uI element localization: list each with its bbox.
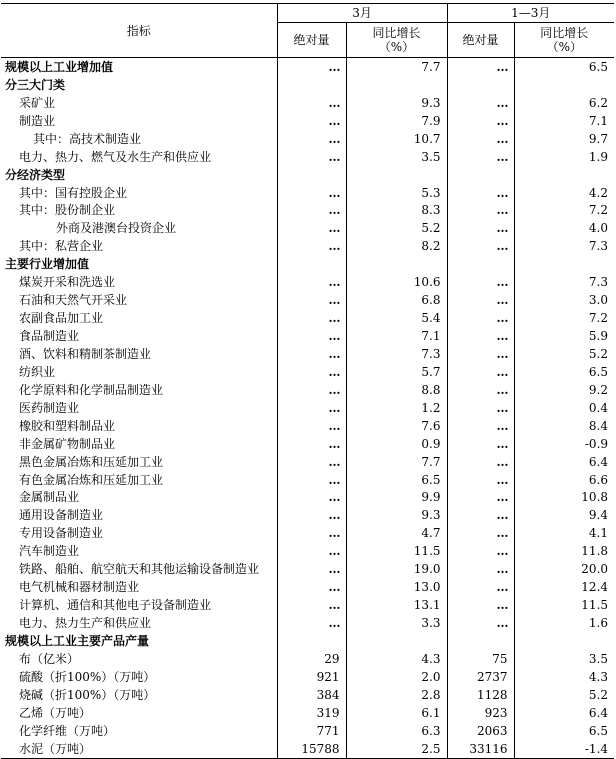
table-row bbox=[1, 668, 614, 686]
indicator-name: 电气机械和器材制造业 bbox=[1, 578, 277, 596]
q1-absolute-value bbox=[447, 166, 514, 184]
q1-absolute-value: … bbox=[447, 309, 514, 327]
indicator-name: 布（亿米） bbox=[1, 650, 277, 668]
q1-yoy-value: 1.6 bbox=[588, 616, 609, 631]
q1-absolute-value: … bbox=[447, 471, 514, 489]
table-row bbox=[1, 148, 614, 166]
march-absolute-value: … bbox=[277, 309, 346, 327]
table-row bbox=[1, 740, 614, 758]
march-yoy-value: 4.3 bbox=[346, 650, 447, 668]
q1-yoy-value: 6.6 bbox=[588, 472, 609, 487]
q1-yoy-value bbox=[514, 166, 614, 184]
table-row bbox=[1, 506, 614, 524]
table-row bbox=[1, 345, 614, 363]
table-row bbox=[1, 453, 614, 471]
indicator-name: 医药制造业 bbox=[1, 399, 277, 417]
q1-yoy-value: 7.1 bbox=[588, 113, 609, 128]
q1-yoy-value: 6.4 bbox=[588, 454, 609, 469]
march-absolute-value: … bbox=[277, 578, 346, 596]
march-absolute-value: … bbox=[277, 399, 346, 417]
q1-absolute-value: … bbox=[447, 219, 514, 237]
q1-absolute-value: 923 bbox=[447, 704, 514, 722]
indicator-name: 有色金属冶炼和压延加工业 bbox=[1, 471, 277, 489]
march-absolute-value bbox=[277, 76, 346, 94]
q1-absolute-value: … bbox=[447, 417, 514, 435]
q1-yoy-value: 10.8 bbox=[581, 490, 609, 505]
indicator-name: 电力、热力生产和供应业 bbox=[1, 614, 277, 632]
march-absolute-value: … bbox=[277, 273, 346, 291]
q1-yoy-value: 8.4 bbox=[588, 418, 609, 433]
march-absolute-header: 绝对量 bbox=[277, 23, 346, 58]
march-absolute-value: … bbox=[277, 94, 346, 112]
table-row bbox=[1, 381, 614, 399]
march-yoy-value: 2.8 bbox=[346, 686, 447, 704]
march-absolute-value: … bbox=[277, 130, 346, 148]
march-absolute-value: … bbox=[277, 596, 346, 614]
q1-absolute-value: … bbox=[447, 237, 514, 255]
q1-yoy-value: 5.9 bbox=[588, 329, 609, 344]
q1-yoy-value: 7.2 bbox=[588, 311, 609, 326]
q1-absolute-value: … bbox=[447, 112, 514, 130]
march-absolute-value: … bbox=[277, 363, 346, 381]
indicator-name: 食品制造业 bbox=[1, 327, 277, 345]
table-row bbox=[1, 112, 614, 130]
indicator-name: 其中：国有控股企业 bbox=[1, 184, 277, 202]
indicator-name: 乙烯（万吨） bbox=[1, 704, 277, 722]
march-yoy-value: 10.6 bbox=[346, 273, 447, 291]
q1-yoy-value bbox=[514, 632, 614, 650]
march-yoy-value: 5.7 bbox=[346, 363, 447, 381]
indicator-name: 硫酸（折100%）（万吨） bbox=[1, 668, 277, 686]
march-yoy-value: 3.5 bbox=[346, 148, 447, 166]
march-absolute-value: … bbox=[277, 291, 346, 309]
march-absolute-value: … bbox=[277, 453, 346, 471]
march-absolute-value: … bbox=[277, 219, 346, 237]
march-yoy-value: 7.1 bbox=[346, 327, 447, 345]
march-absolute-value: 384 bbox=[277, 686, 346, 704]
section-label: 分经济类型 bbox=[1, 166, 277, 184]
table-row bbox=[1, 327, 614, 345]
q1-absolute-value: … bbox=[447, 327, 514, 345]
section-row bbox=[1, 632, 614, 650]
march-absolute-value bbox=[277, 255, 346, 273]
march-absolute-value: … bbox=[277, 327, 346, 345]
march-yoy-value: 8.8 bbox=[346, 381, 447, 399]
indicator-header: 指标 bbox=[1, 4, 277, 58]
q1-absolute-value: … bbox=[447, 273, 514, 291]
q1-yoy-value: 4.1 bbox=[588, 526, 609, 541]
indicator-name: 煤炭开采和洗选业 bbox=[1, 273, 277, 291]
q1-absolute-value: … bbox=[447, 489, 514, 507]
q1-yoy-value: 5.2 bbox=[588, 346, 609, 361]
q1-absolute-value: … bbox=[447, 202, 514, 220]
table-row bbox=[1, 309, 614, 327]
section-row bbox=[1, 255, 614, 273]
q1-absolute-header: 绝对量 bbox=[447, 23, 514, 58]
march-absolute-value: 921 bbox=[277, 668, 346, 686]
march-yoy-value: 7.6 bbox=[346, 417, 447, 435]
march-group-header: 3月 bbox=[277, 4, 447, 23]
march-absolute-value: … bbox=[277, 524, 346, 542]
table-row bbox=[1, 202, 614, 220]
indicator-name: 通用设备制造业 bbox=[1, 506, 277, 524]
q1-yoy-value: 1.9 bbox=[588, 149, 609, 164]
march-yoy-value: 3.3 bbox=[346, 614, 447, 632]
q1-group-header: 1—3月 bbox=[447, 4, 614, 23]
q1-absolute-value bbox=[447, 632, 514, 650]
march-yoy-value: 9.3 bbox=[346, 506, 447, 524]
table-header bbox=[1, 4, 614, 58]
q1-absolute-value bbox=[447, 76, 514, 94]
q1-yoy-value: 6.5 bbox=[588, 723, 609, 738]
indicator-name: 其中：私营企业 bbox=[1, 237, 277, 255]
march-absolute-value: … bbox=[277, 435, 346, 453]
q1-absolute-value: 2737 bbox=[447, 668, 514, 686]
q1-absolute-value: … bbox=[447, 130, 514, 148]
march-yoy-value: 8.2 bbox=[346, 237, 447, 255]
indicator-name: 计算机、通信和其他电子设备制造业 bbox=[1, 596, 277, 614]
q1-yoy-value: 12.4 bbox=[581, 580, 609, 595]
march-absolute-value: … bbox=[277, 148, 346, 166]
indicator-name: 纺织业 bbox=[1, 363, 277, 381]
table-row bbox=[1, 722, 614, 740]
table-row bbox=[1, 542, 614, 560]
indicator-name: 专用设备制造业 bbox=[1, 524, 277, 542]
q1-absolute-value: 2063 bbox=[447, 722, 514, 740]
q1-absolute-value: … bbox=[447, 560, 514, 578]
march-absolute-value: … bbox=[277, 202, 346, 220]
march-yoy-value: 8.3 bbox=[346, 202, 447, 220]
march-yoy-value bbox=[346, 255, 447, 273]
q1-yoy-value: 3.0 bbox=[588, 293, 609, 308]
march-absolute-value: 771 bbox=[277, 722, 346, 740]
q1-absolute-value: 1128 bbox=[447, 686, 514, 704]
march-absolute-value: 29 bbox=[277, 650, 346, 668]
march-absolute-value: … bbox=[277, 471, 346, 489]
q1-absolute-value: … bbox=[447, 506, 514, 524]
q1-yoy-value: -1.4 bbox=[584, 741, 609, 756]
march-absolute-value: … bbox=[277, 489, 346, 507]
q1-yoy-value: 6.5 bbox=[588, 364, 609, 379]
section-label: 分三大门类 bbox=[1, 76, 277, 94]
q1-yoy-value: 9.7 bbox=[588, 131, 609, 146]
table-row bbox=[1, 184, 614, 202]
q1-yoy-value: 9.2 bbox=[588, 382, 609, 397]
yoy-header-line1: 同比增长 bbox=[540, 26, 589, 40]
indicator-name: 电力、热力、燃气及水生产和供应业 bbox=[1, 148, 277, 166]
q1-absolute-value: … bbox=[447, 614, 514, 632]
q1-absolute-value: … bbox=[447, 542, 514, 560]
q1-yoy-value: 5.2 bbox=[588, 687, 609, 702]
table-row bbox=[1, 291, 614, 309]
table-row bbox=[1, 471, 614, 489]
march-absolute-value: … bbox=[277, 184, 346, 202]
table-row bbox=[1, 578, 614, 596]
q1-yoy-value: 11.5 bbox=[581, 598, 609, 613]
indicator-name: 汽车制造业 bbox=[1, 542, 277, 560]
indicator-name: 石油和天然气开采业 bbox=[1, 291, 277, 309]
march-yoy-value: 13.0 bbox=[346, 578, 447, 596]
q1-yoy-value: 6.5 bbox=[588, 59, 609, 74]
march-yoy-value: 6.1 bbox=[346, 704, 447, 722]
q1-absolute-value: … bbox=[447, 381, 514, 399]
yoy-header-line1: 同比增长 bbox=[372, 26, 421, 40]
q1-absolute-value: … bbox=[447, 453, 514, 471]
march-yoy-value: 7.7 bbox=[346, 453, 447, 471]
indicator-name: 黑色金属冶炼和压延加工业 bbox=[1, 453, 277, 471]
q1-absolute-value: … bbox=[447, 345, 514, 363]
march-absolute-value: … bbox=[277, 112, 346, 130]
yoy-header-line2: （%） bbox=[546, 40, 582, 54]
section-label: 主要行业增加值 bbox=[1, 255, 277, 273]
q1-absolute-value: … bbox=[447, 435, 514, 453]
march-yoy-value: 9.9 bbox=[346, 489, 447, 507]
march-yoy-value: 6.8 bbox=[346, 291, 447, 309]
march-absolute-value bbox=[277, 632, 346, 650]
march-absolute-value bbox=[277, 166, 346, 184]
yoy-header-line2: （%） bbox=[378, 40, 415, 54]
table-row bbox=[1, 237, 614, 255]
table-row bbox=[1, 399, 614, 417]
q1-absolute-value: … bbox=[447, 94, 514, 112]
march-absolute-value: … bbox=[277, 381, 346, 399]
indicator-name: 酒、饮料和精制茶制造业 bbox=[1, 345, 277, 363]
indicator-name: 烧碱（折100%）（万吨） bbox=[1, 686, 277, 704]
march-yoy-value: 5.4 bbox=[346, 309, 447, 327]
march-yoy-value bbox=[346, 632, 447, 650]
q1-absolute-value: … bbox=[447, 524, 514, 542]
q1-absolute-value: … bbox=[447, 578, 514, 596]
march-absolute-value: … bbox=[277, 542, 346, 560]
indicator-name: 采矿业 bbox=[1, 94, 277, 112]
table-row bbox=[1, 130, 614, 148]
march-absolute-value: … bbox=[277, 614, 346, 632]
q1-yoy-value: 4.2 bbox=[588, 185, 609, 200]
indicator-name: 农副食品加工业 bbox=[1, 309, 277, 327]
march-absolute-value: … bbox=[277, 345, 346, 363]
indicator-name: 金属制品业 bbox=[1, 489, 277, 507]
q1-yoy-value: 11.8 bbox=[581, 544, 609, 559]
march-yoy-value: 9.3 bbox=[346, 94, 447, 112]
indicator-name: 铁路、船舶、航空航天和其他运输设备制造业 bbox=[1, 560, 277, 578]
q1-yoy-value: 9.4 bbox=[588, 508, 609, 523]
q1-absolute-value: … bbox=[447, 58, 514, 76]
march-yoy-value: 7.3 bbox=[346, 345, 447, 363]
indicator-name: 外商及港澳台投资企业 bbox=[1, 219, 277, 237]
table-row bbox=[1, 219, 614, 237]
march-yoy-value: 4.7 bbox=[346, 524, 447, 542]
q1-yoy-value bbox=[514, 76, 614, 94]
table-row bbox=[1, 363, 614, 381]
table-row bbox=[1, 686, 614, 704]
march-absolute-value: … bbox=[277, 417, 346, 435]
indicator-name: 其中：股份制企业 bbox=[1, 202, 277, 220]
march-absolute-value: 15788 bbox=[277, 740, 346, 758]
q1-yoy-value: 7.3 bbox=[588, 275, 609, 290]
march-yoy-value bbox=[346, 166, 447, 184]
march-yoy-value: 6.5 bbox=[346, 471, 447, 489]
q1-yoy-value: 20.0 bbox=[581, 562, 609, 577]
indicator-name: 化学纤维（万吨） bbox=[1, 722, 277, 740]
table-row bbox=[1, 704, 614, 722]
q1-absolute-value bbox=[447, 255, 514, 273]
q1-yoy-value: 7.3 bbox=[588, 239, 609, 254]
indicator-name: 非金属矿物制品业 bbox=[1, 435, 277, 453]
march-yoy-value: 19.0 bbox=[346, 560, 447, 578]
march-yoy-value: 11.5 bbox=[346, 542, 447, 560]
table-row bbox=[1, 435, 614, 453]
q1-yoy-value: 0.4 bbox=[588, 400, 609, 415]
q1-yoy-value: 6.4 bbox=[588, 705, 609, 720]
q1-absolute-value: 75 bbox=[447, 650, 514, 668]
q1-yoy-header bbox=[514, 23, 614, 58]
indicator-name: 橡胶和塑料制品业 bbox=[1, 417, 277, 435]
q1-absolute-value: 33116 bbox=[447, 740, 514, 758]
march-yoy-value: 1.2 bbox=[346, 399, 447, 417]
statistics-table bbox=[1, 3, 614, 759]
section-row bbox=[1, 58, 614, 76]
table-row bbox=[1, 489, 614, 507]
q1-yoy-value: 6.2 bbox=[588, 95, 609, 110]
table-row bbox=[1, 273, 614, 291]
table-body bbox=[1, 58, 614, 759]
march-yoy-header bbox=[346, 23, 447, 58]
q1-yoy-value: 4.0 bbox=[588, 221, 609, 236]
march-absolute-value: … bbox=[277, 560, 346, 578]
q1-absolute-value: … bbox=[447, 363, 514, 381]
march-yoy-value: 5.3 bbox=[346, 184, 447, 202]
march-yoy-value: 13.1 bbox=[346, 596, 447, 614]
section-row bbox=[1, 166, 614, 184]
march-absolute-value: … bbox=[277, 58, 346, 76]
q1-yoy-value bbox=[514, 255, 614, 273]
table-row bbox=[1, 94, 614, 112]
q1-absolute-value: … bbox=[447, 399, 514, 417]
q1-yoy-value: 3.5 bbox=[588, 651, 609, 666]
table-row bbox=[1, 650, 614, 668]
q1-absolute-value: … bbox=[447, 596, 514, 614]
table-row bbox=[1, 560, 614, 578]
march-yoy-value: 2.5 bbox=[346, 740, 447, 758]
march-absolute-value: … bbox=[277, 237, 346, 255]
march-yoy-value bbox=[346, 76, 447, 94]
section-label: 规模以上工业主要产品产量 bbox=[1, 632, 277, 650]
indicator-name: 水泥（万吨） bbox=[1, 740, 277, 758]
march-yoy-value: 2.0 bbox=[346, 668, 447, 686]
march-yoy-value: 0.9 bbox=[346, 435, 447, 453]
indicator-name: 其中：高技术制造业 bbox=[1, 130, 277, 148]
section-label: 规模以上工业增加值 bbox=[1, 58, 277, 76]
table-row bbox=[1, 524, 614, 542]
march-yoy-value: 6.3 bbox=[346, 722, 447, 740]
march-absolute-value: 319 bbox=[277, 704, 346, 722]
table-row bbox=[1, 614, 614, 632]
q1-yoy-value: 7.2 bbox=[588, 203, 609, 218]
q1-absolute-value: … bbox=[447, 184, 514, 202]
march-yoy-value: 7.9 bbox=[346, 112, 447, 130]
table-row bbox=[1, 417, 614, 435]
q1-yoy-value: 4.3 bbox=[588, 669, 609, 684]
q1-yoy-value: -0.9 bbox=[584, 436, 609, 451]
indicator-name: 化学原料和化学制品制造业 bbox=[1, 381, 277, 399]
march-yoy-value: 5.2 bbox=[346, 219, 447, 237]
march-yoy-value: 7.7 bbox=[346, 58, 447, 76]
march-absolute-value: … bbox=[277, 506, 346, 524]
q1-absolute-value: … bbox=[447, 148, 514, 166]
section-row bbox=[1, 76, 614, 94]
indicator-name: 制造业 bbox=[1, 112, 277, 130]
table-row bbox=[1, 596, 614, 614]
q1-absolute-value: … bbox=[447, 291, 514, 309]
march-yoy-value: 10.7 bbox=[346, 130, 447, 148]
